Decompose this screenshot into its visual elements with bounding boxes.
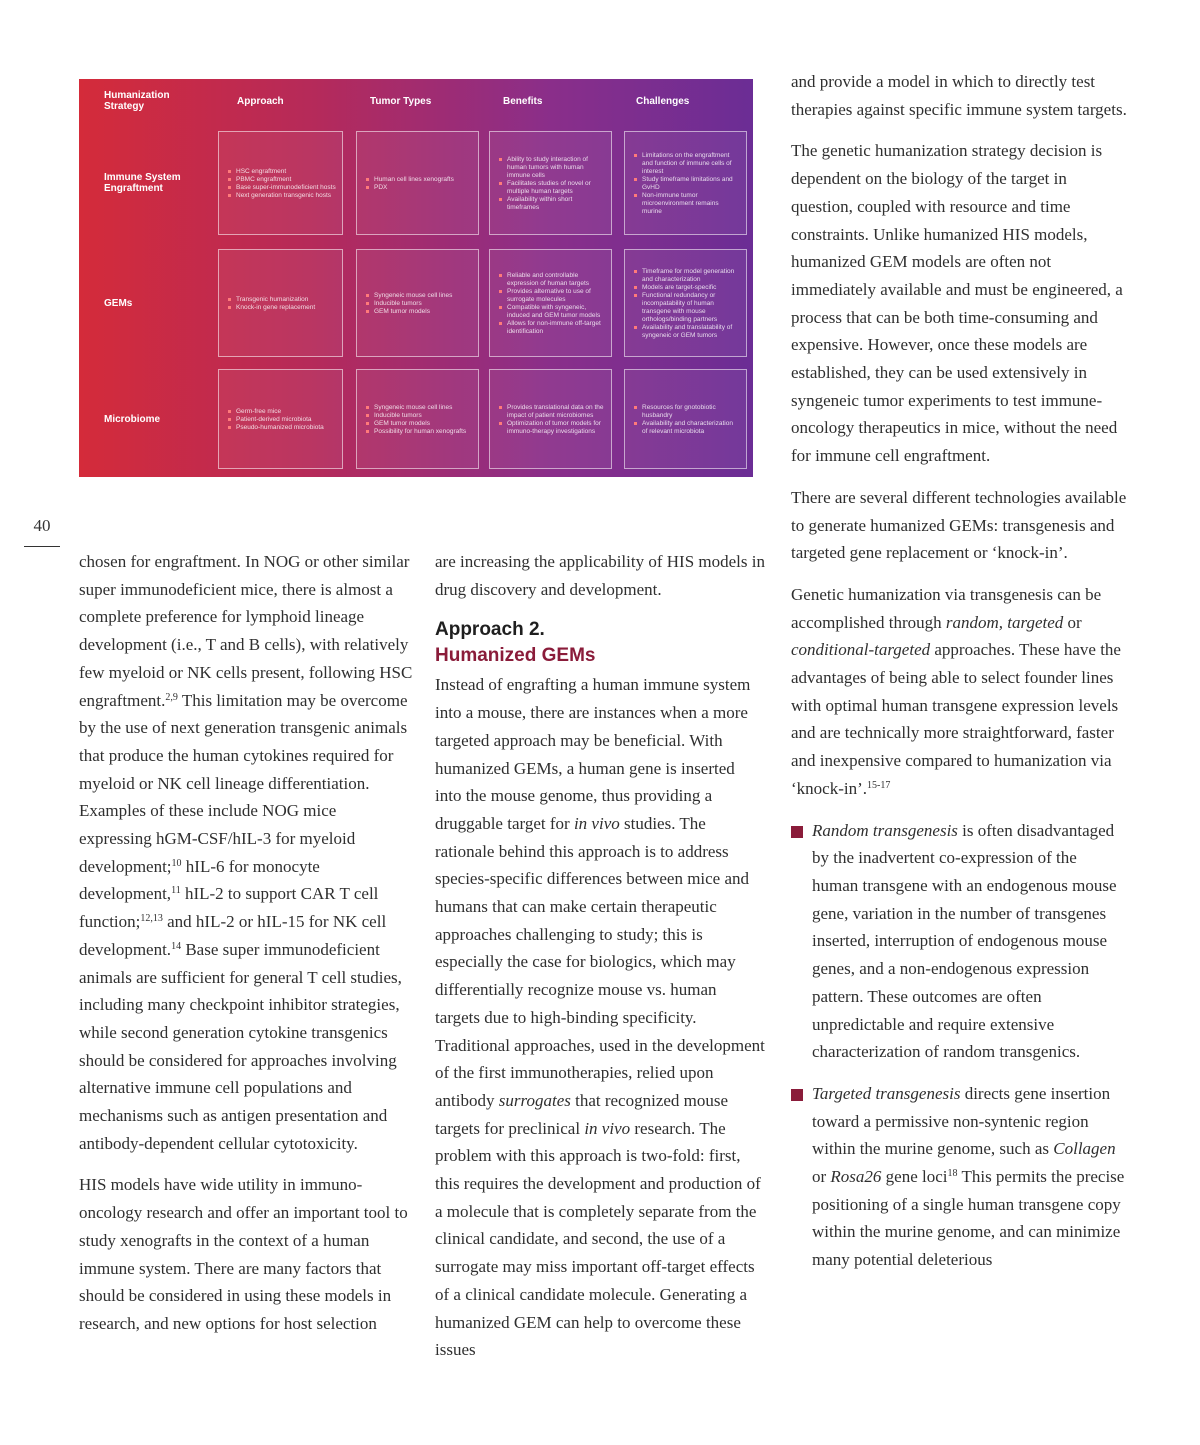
bullet-item: Targeted transgenesis directs gene insertion toward a permissive non-syntenic region within the murine genome, such as Collagen or Rosa26 gene loci$^{18}$ This permits the precise positioning of a single human transgene copy within the murine genome, and can minimize many potential deleterious <box>791 1080 1127 1274</box>
page-number-rule <box>24 546 60 547</box>
list-item: Inducible tumors <box>366 412 472 420</box>
list-item: Syngeneic mouse cell lines <box>366 292 472 300</box>
cell-approach <box>218 131 343 235</box>
header-benefits: Benefits <box>503 95 543 107</box>
list-item: Availability and characterization of relevant microbiota <box>634 420 740 436</box>
body-paragraph: Instead of engrafting a human immune system into a mouse, there are instances when a more targeted approach may be beneficial. With humanized GEMs, a human gene is inserted into the mouse genome, thus providing a druggable target for in vivo studies. The rationale behind this approach is to address species-specific differences between mice and humans that can make certain therapeutic approaches challenging to study; this is especially the case for biologics, which may differentially recognize mouse vs. human targets due to high-binding specificity. Traditional approaches, used in the development of the first immunotherapies, relied upon antibody surrogates that recognized mouse targets for preclinical in vivo research. The problem with this approach is two-fold: first, this requires the development and production of a molecule that is completely separate from the clinical candidate, and second, the use of a surrogate may miss important off-target effects of a clinical candidate molecule. Generating a humanized GEM can help to overcome these issues <box>435 675 765 1360</box>
cell-tumor-types <box>356 369 479 469</box>
row-label: GEMs <box>104 297 133 309</box>
list-item: Facilitates studies of novel or multiple human targets <box>499 180 605 196</box>
list-item: Models are target-specific <box>634 284 740 292</box>
list-item: Ability to study interaction of human tumors with human immune cells <box>499 156 605 180</box>
text-column-3 <box>791 68 1127 1288</box>
header-tumor-types: Tumor Types <box>370 95 432 107</box>
cell-challenges <box>624 369 747 469</box>
table-row <box>79 369 753 469</box>
square-bullet-icon <box>791 826 803 838</box>
humanization-strategy-table <box>79 79 753 477</box>
cell-approach <box>218 249 343 357</box>
cell-benefits <box>489 249 612 357</box>
list-item: Resources for gnotobiotic husbandry <box>634 404 740 420</box>
cell-benefits <box>489 131 612 235</box>
header-challenges: Challenges <box>636 95 690 107</box>
list-item: Non-immune tumor microenvironment remains murine <box>634 192 740 216</box>
list-item: HSC engraftment <box>228 168 336 176</box>
cell-challenges <box>624 249 747 357</box>
body-paragraph: are increasing the applicability of HIS models in drug discovery and development. <box>435 552 765 599</box>
list-item: Patient-derived microbiota <box>228 416 336 424</box>
text-column-2 <box>435 548 765 1378</box>
list-item: Syngeneic mouse cell lines <box>366 404 472 412</box>
list-item: Provides alternative to use of surrogate molecules <box>499 288 605 304</box>
table-row <box>79 249 753 357</box>
body-paragraph: HIS models have wide utility in immuno-oncology research and offer an important tool to study xenografts in the context of a human immune system. There are many factors that should be considered in using these models in research, and new options for host selection <box>79 1175 408 1333</box>
table-row <box>79 131 753 235</box>
cell-benefits <box>489 369 612 469</box>
list-item: GEM tumor models <box>366 420 472 428</box>
list-item: Timeframe for model generation and characterization <box>634 268 740 284</box>
list-item: Transgenic humanization <box>228 296 336 304</box>
list-item: Availability within short timeframes <box>499 196 605 212</box>
list-item: Next generation transgenic hosts <box>228 192 336 200</box>
page-number: 40 <box>33 516 51 535</box>
list-item: Knock-in gene replacement <box>228 304 336 312</box>
list-item: Base super-immunodeficient hosts <box>228 184 336 192</box>
list-item: Inducible tumors <box>366 300 472 308</box>
section-subheading: Humanized GEMs <box>435 645 596 667</box>
cell-challenges <box>624 131 747 235</box>
cell-approach <box>218 369 343 469</box>
list-item: Compatible with syngeneic, induced and GEM tumor models <box>499 304 605 320</box>
list-item: PBMC engraftment <box>228 176 336 184</box>
list-item: Allows for non-immune off-target identification <box>499 320 605 336</box>
cell-tumor-types <box>356 249 479 357</box>
section-heading: Approach 2. <box>435 619 545 641</box>
list-item: Optimization of tumor models for immuno-therapy investigations <box>499 420 605 436</box>
list-item: Pseudo-humanized microbiota <box>228 424 336 432</box>
list-item: Possibility for human xenografts <box>366 428 472 436</box>
body-paragraph: There are several different technologies available to generate humanized GEMs: transgenesis and targeted gene replacement or ‘knock-in’. <box>791 487 1127 563</box>
body-paragraph: chosen for engraftment. In NOG or other similar super immunodeficient mice, there is almost a complete preference for lymphoid lineage development (i.e., T and B cells), with relatively few myeloid or NK cells present, following HSC engraftment.$^{2,9}$ This limitation may be overcome by the use of next generation transgenic animals that produce the human cytokines required for myeloid or NK cell lineage differentiation. Examples of these include NOG mice expressing hGM-CSF/hIL-3 for myeloid development;$^{10}$ hIL-6 for monocyte development,$^{11}$ hIL-2 to support CAR T cell function;$^{12,13}$ and hIL-2 or hIL-15 for NK cell development.$^{14}$ Base super immunodeficient animals are sufficient for general T cell studies, including many checkpoint inhibitor strategies, while second generation cytokine transgenics should be considered for approaches involving alternative immune cell populations and mechanisms such as antigen presentation and antibody-dependent cellular cytotoxicity. <box>79 552 413 1153</box>
list-item: GEM tumor models <box>366 308 472 316</box>
list-item: PDX <box>366 184 472 192</box>
list-item: Study timeframe limitations and GvHD <box>634 176 740 192</box>
list-item: Germ-free mice <box>228 408 336 416</box>
body-paragraph: The genetic humanization strategy decision is dependent on the biology of the target in question, coupled with resource and time constraints. Unlike humanized HIS models, humanized GEM models are often not immediately available and must be engineered, a process that can be both time-consuming and expensive. However, once these models are established, they can be used extensively in syngeneic tumor experiments to test immune-oncology therapeutics in mice, without the need for immune cell engraftment. <box>791 141 1123 466</box>
list-item: Provides translational data on the impact of patient microbiomes <box>499 404 605 420</box>
list-item: Availability and translatability of syngeneic or GEM tumors <box>634 324 740 340</box>
table-header-row <box>79 79 753 123</box>
text-column-1 <box>79 548 413 1352</box>
row-label: Microbiome <box>104 413 161 425</box>
header-approach: Approach <box>237 95 284 107</box>
body-paragraph: Genetic humanization via transgenesis can be accomplished through random, targeted or conditional-targeted approaches. These have the advantages of being able to select founder lines with optimal human transgene expression levels and are technically more straightforward, faster and inexpensive compared to humanization via ‘knock-in’.$^{15-17}$ <box>791 584 1121 798</box>
list-item: Functional redundancy or incompatability of human transgene with mouse orthologs/binding partners <box>634 292 740 324</box>
header-humanization-strategy: Humanization Strategy <box>104 90 170 112</box>
cell-tumor-types <box>356 131 479 235</box>
list-item: Limitations on the engraftment and function of immune cells of interest <box>634 152 740 176</box>
list-item: Reliable and controllable expression of human targets <box>499 272 605 288</box>
list-item: Human cell lines xenografts <box>366 176 472 184</box>
body-paragraph: and provide a model in which to directly test therapies against specific immune system targets. <box>791 72 1127 119</box>
row-label: Immune System Engraftment <box>104 172 181 194</box>
square-bullet-icon <box>791 1089 803 1101</box>
bullet-item: Random transgenesis is often disadvantaged by the inadvertent co-expression of the human transgene with an endogenous mouse gene, variation in the number of transgenes inserted, interruption of endogenous mouse genes, and a non-endogenous expression pattern. These outcomes are often unpredictable and require extensive characterization of random transgenics. <box>791 817 1127 1066</box>
